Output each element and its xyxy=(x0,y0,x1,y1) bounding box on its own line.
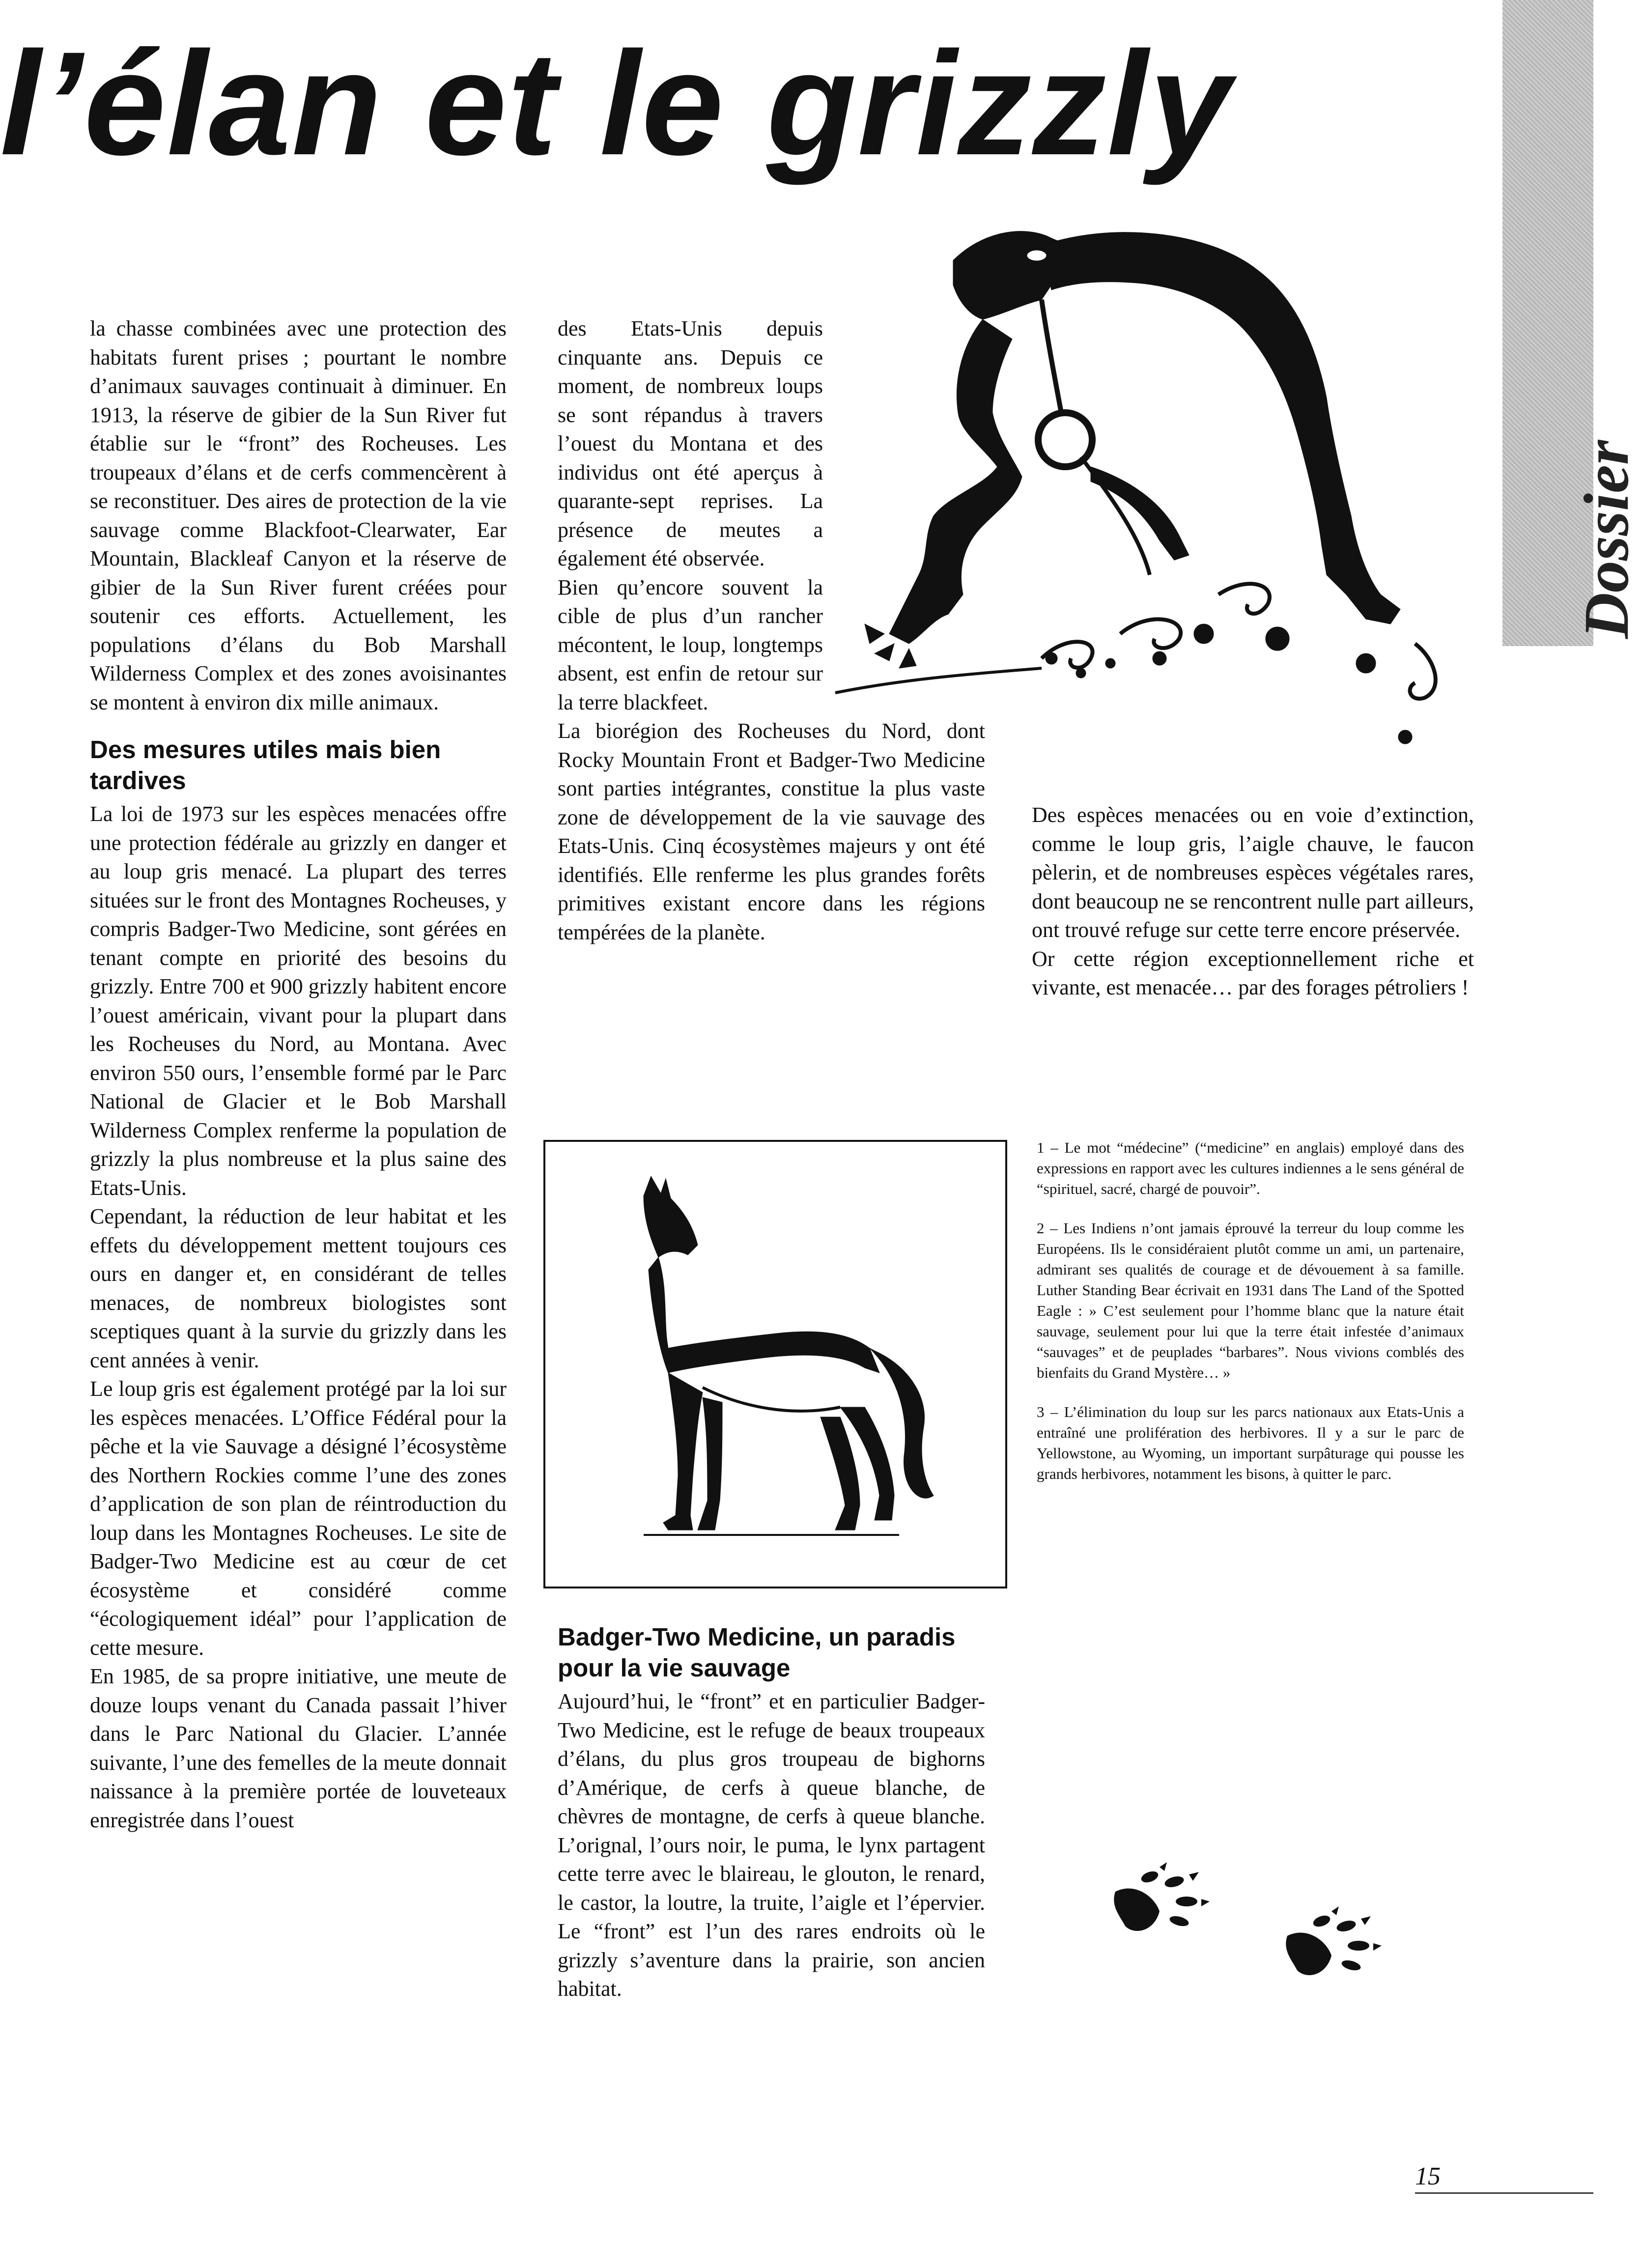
col2-paragraph-3: La biorégion des Rocheuses du Nord, dont Rocky Mountain Front et Badger-Two Medicine sont parties intégrantes, constitue la plus vaste zone de développement de la vie sauvage des Etats-Unis. Cinq écosystèmes majeurs y ont été identifiés. Elle renferme les plus grandes forêts primitives existant encore dans les régions tempérées de la planète. xyxy=(558,719,985,944)
wolf-illustration-frame xyxy=(543,1140,1007,1588)
wolf-front-legs xyxy=(663,1373,703,1530)
wolf-back xyxy=(649,1257,879,1373)
col1-paragraph-3: Cependant, la réduction de leur habitat et les effets du développement mettent toujours ces ours en danger et, en considérant de telles menaces, de nombreux biologistes sont sceptiques quant à la survie du grizzly dans les cent années à venir. xyxy=(90,1204,507,1372)
column-2-lower xyxy=(558,1621,985,2004)
wolf-head xyxy=(644,1176,698,1257)
paw-print-icon xyxy=(1105,1857,1214,1946)
page-number-rule xyxy=(1415,2192,1593,2194)
page-number: 15 xyxy=(1415,2162,1441,2190)
col3-paragraph-2: Or cette région exceptionnellement riche et vivante, est menacée… par des forages pétroliers ! xyxy=(1032,946,1474,999)
col2-paragraph-4: Aujourd’hui, le “front” et en particulier Badger-Two Medicine, est le refuge de beaux troupeaux d’élans, du plus gros troupeau de bighorns d’Amérique, de cerfs à queue blanche, de chèvres de montagne, de cerfs à queue blanche. L’orignal, l’ours noir, le puma, le lynx partagent cette terre avec le blaireau, le glouton, le renard, le castor, la loutre, la truite, l’aigle et l’épervier. Le “front” est l’un des rares endroits où le grizzly s’aventure dans la prairie, son ancien habitat. xyxy=(558,1689,985,2001)
col1-paragraph-2: La loi de 1973 sur les espèces menacées offre une protection fédérale au grizzly en danger et au loup gris menacé. La plupart des terres situées sur le front des Montagnes Rocheuses, y compris Badger-Two Medicine, sont gérées en tenant compte en priorité des besoins du grizzly. Entre 700 et 900 grizzly habitent encore l’ouest américain, vivant pour la plupart dans les Rocheuses du Nord, au Montana. Avec environ 550 ours, l’ensemble formé par le Parc National de Glacier et le Bob Marshall Wilderness Complex renferme la population de grizzly la plus nombreuse et la plus saine des Etats-Unis. xyxy=(90,802,507,1200)
column-3 xyxy=(1032,801,1474,1002)
col1-paragraph-1: la chasse combinées avec une protection des habitats furent prises ; pourtant le nombre d’animaux sauvages continuait à diminuer. En 1913, la réserve de gibier de la Sun River fut établie sur le “front” des Rocheuses. Les troupeaux d’élans et de cerfs commencèrent à se reconstituer. Des aires de protection de la vie sauvage comme Blackfoot-Clearwater, Ear Mountain, Blackleaf Canyon et la réserve de gibier de la Sun River furent créées pour soutenir ces efforts. Actuellement, les populations d’élans du Bob Marshall Wilderness Complex et des zones avoisinantes se montent à environ dix mille animaux. xyxy=(90,316,507,714)
footnote-3: 3 – L’élimination du loup sur les parcs nationaux aux Etats-Unis a entraîné une prolifération des herbivores. Il y a sur le parc de Yellowstone, au Wyoming, un important surpâturage qui pousse les grands herbivores, notamment les bisons, à quitter le parc. xyxy=(1037,1403,1464,1482)
section-label xyxy=(1518,383,1642,639)
col1-paragraph-4: Le loup gris est également protégé par la loi sur les espèces menacées. L’Office Fédéral pour la pêche et la vie Sauvage a désigné l’écosystème des Northern Rockies comme l’une des zones d’application de son plan de réintroduction du loup dans les Montagnes Rocheuses. Le site de Badger-Two Medicine est au cœur de cet écosystème et considéré comme “écologiquement idéal” pour l’application de cette mesure. xyxy=(90,1377,507,1660)
column-1 xyxy=(90,314,507,1835)
col1-heading: Des mesures utiles mais bien tardives xyxy=(90,736,441,794)
article-title: l’élan et le grizzly xyxy=(0,21,1232,186)
footnote-1: 1 – Le mot “médecine” (“medicine” en anglais) employé dans des expressions en rapport avec les cultures indiennes a le sens général de “spirituel, sacré, chargé de pouvoir”. xyxy=(1037,1139,1464,1197)
column-2-upper xyxy=(558,314,985,947)
section-label-text: Dossier xyxy=(1571,440,1642,639)
col2-paragraph-1: des Etats-Unis depuis cinquante ans. Depuis ce moment, de nombreux loups se sont répandus à travers l’ouest du Montana et des individus ont été aperçus à quarante-sept reprises. La présence de meutes a également été observée. xyxy=(558,316,823,570)
footnote-2: 2 – Les Indiens n’ont jamais éprouvé la terreur du loup comme les Européens. Ils le considéraient plutôt comme un ami, un partenaire, admirant ses qualités de courage et de dévouement à sa famille. Luther Standing Bear écrivait en 1931 dans The Land of the Spotted Eagle : » C’est seulement pour l’homme blanc que la nature était sauvage, seulement pour lui que la terre était infestée d’animaux “sauvages” et de peuplades “barbares”. Nous vivions comblés des bienfaits du Grand Mystère… » xyxy=(1037,1219,1464,1381)
col1-paragraph-5: En 1985, de sa propre initiative, une meute de douze loups venant du Canada passait l’hiver dans le Parc National du Glacier. L’année suivante, l’une des femelles de la meute donnait naissance à la première portée de louveteaux enregistrée dans l’ouest xyxy=(90,1664,507,1832)
footnotes xyxy=(1037,1137,1464,1503)
col2-heading: Badger-Two Medicine, un paradis pour la vie sauvage xyxy=(558,1623,956,1682)
wolf-illustration xyxy=(545,1142,1005,1587)
col2-paragraph-2: Bien qu’encore souvent la cible de plus d’un rancher mécontent, le loup, longtemps absent, est enfin de retour sur la terre blackfeet. xyxy=(558,575,823,714)
col3-paragraph-1: Des espèces menacées ou en voie d’extinction, comme le loup gris, l’aigle chauve, le faucon pèlerin, et de nombreuses espèces végétales rares, dont beaucoup ne se rencontrent nulle part ailleurs, ont trouvé refuge sur cette terre encore préservée. xyxy=(1032,803,1474,942)
wolf-hind-legs xyxy=(821,1417,860,1530)
paw-print-icon xyxy=(1277,1901,1386,1990)
